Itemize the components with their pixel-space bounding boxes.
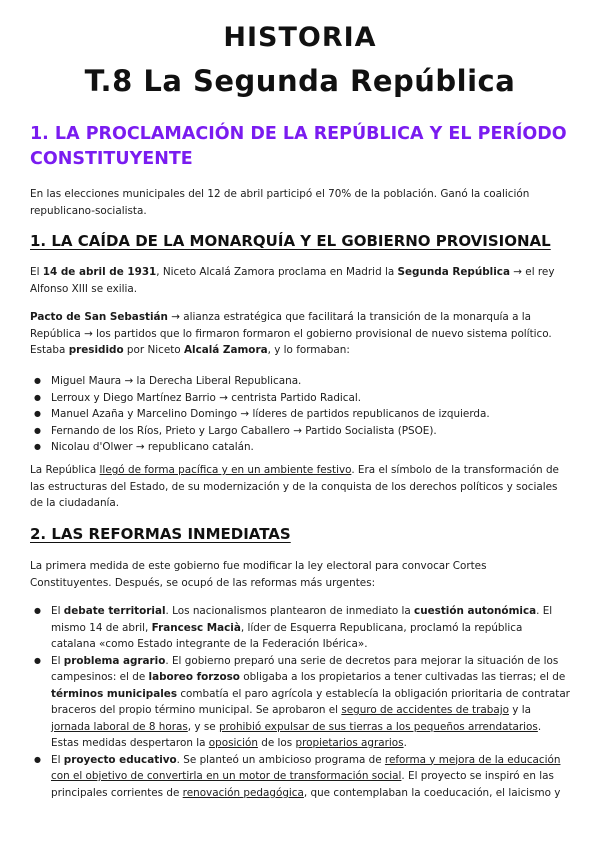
section-intro: En las elecciones municipales del 12 de abril participó el 70% de la población. Ganó la coalición republicano-socialista. bbox=[30, 188, 530, 217]
list-item: ● Fernando de los Ríos, Prieto y Largo Caballero → Partido Socialista (PSOE). bbox=[30, 423, 570, 440]
paragraph-reforms-intro: La primera medida de este gobierno fue modificar la ley electoral para convocar Cortes Constituyentes. Después, se ocupó de las reformas más urgentes: bbox=[30, 560, 487, 589]
paragraph-republic-arrival: La República llegó de forma pacífica y en un ambiente festivo. Era el símbolo de la transformación de las estructuras del Estado, de su modernización y de la conquista de los derechos políticos y sociales de la ciudadanía. bbox=[30, 464, 559, 509]
list-item-agrario: ● El problema agrario. El gobierno preparó una serie de decretos para mejorar la situación de los campesinos: el de laboreo forzoso obligaba a los propietarios a tener cultivadas las tierras; el de términos municipales combatía el paro agrícola y establecía la obligación prioritaria de contratar braceros del propio término municipal. Se aprobaron el seguro de accidentes de trabajo y la jornada laboral de 8 horas, y se prohibió expulsar de sus tierras a los pequeños arrendatarios. Estas medidas despertaron la oposición de los propietarios agrarios. bbox=[30, 653, 570, 752]
list-item: ● Lerroux y Diego Martínez Barrio → centrista Partido Radical. bbox=[30, 390, 570, 407]
paragraph-pacto: Pacto de San Sebastián → alianza estratégica que facilitará la transición de la monarquía a la República → los partidos que lo firmaron formaron el gobierno provisional de nuevo sistema político. Estaba presidido por Niceto Alcalá Zamora, y lo formaban: bbox=[30, 311, 552, 356]
section-heading-1: 1. LA PROCLAMACIÓN DE LA REPÚBLICA Y EL PERÍODO CONSTITUYENTE bbox=[30, 124, 567, 169]
document-subtitle: T.8 La Segunda República bbox=[84, 64, 516, 98]
list-item-territorial: ● El debate territorial. Los nacionalismos plantearon de inmediato la cuestión autonómica. El mismo 14 de abril, Francesc Macià, líder de Esquerra Republicana, proclamó la república catalana «como Estado integrante de la Federación Ibérica». bbox=[30, 603, 570, 653]
paragraph-proclamation: El 14 de abril de 1931, Niceto Alcalá Zamora proclama en Madrid la Segunda República → el rey Alfonso XIII se exilia. bbox=[30, 266, 555, 295]
government-members-list bbox=[30, 373, 570, 456]
list-item-educativo: ● El proyecto educativo. Se planteó un ambicioso programa de reforma y mejora de la educación con el objetivo de convertirla en un motor de transformación social. El proyecto se inspiró en las principales corrientes de renovación pedagógica, que contemplaban la coeducación, el laicismo y bbox=[30, 752, 570, 802]
subsection-heading-2: 2. LAS REFORMAS INMEDIATAS bbox=[30, 525, 291, 543]
list-item: ● Manuel Azaña y Marcelino Domingo → líderes de partidos republicanos de izquierda. bbox=[30, 406, 570, 423]
list-item: ● Miguel Maura → la Derecha Liberal Republicana. bbox=[30, 373, 570, 390]
reforms-list bbox=[30, 603, 570, 801]
list-item: ● Nicolau d'Olwer → republicano catalán. bbox=[30, 439, 570, 456]
document-title: HISTORIA bbox=[223, 22, 377, 53]
subsection-heading-1: 1. LA CAÍDA DE LA MONARQUÍA Y EL GOBIERNO PROVISIONAL bbox=[30, 232, 551, 250]
